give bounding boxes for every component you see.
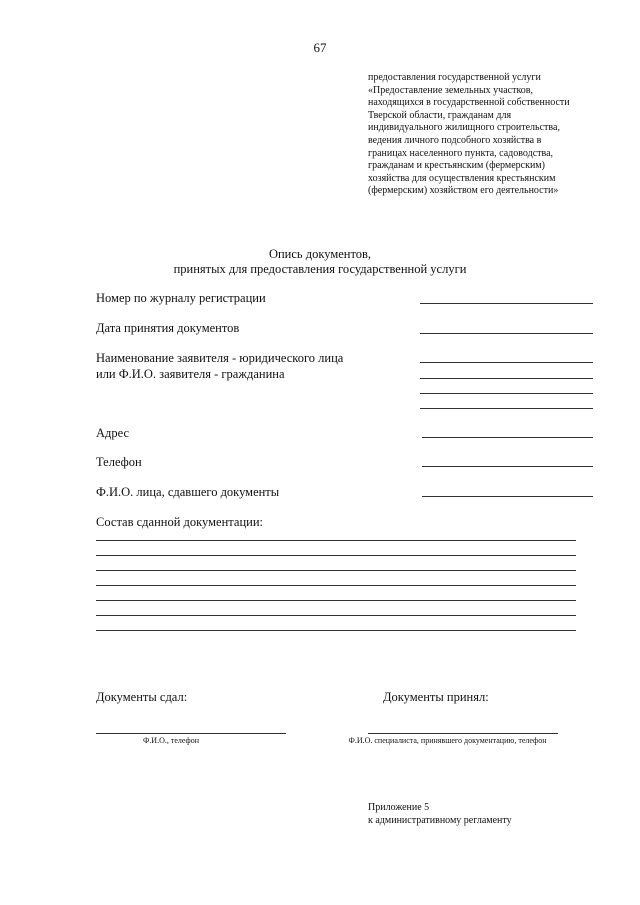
header-line: (фермерским) хозяйством его деятельности» [368, 185, 559, 197]
documentation-line[interactable] [96, 630, 576, 631]
documentation-line[interactable] [96, 570, 576, 571]
header-line: индивидуального жилищного строительства, [368, 122, 560, 134]
received-caption: Ф.И.О. специалиста, принявшего документацию, телефон [348, 736, 547, 745]
header-block [368, 72, 598, 198]
registration-number-line[interactable] [420, 303, 593, 304]
header-line: находящихся в государственной собственности [368, 97, 570, 109]
header-line: хозяйства для осуществления крестьянским [368, 172, 556, 184]
acceptance-date-label: Дата принятия документов [96, 321, 240, 335]
phone-line[interactable] [422, 466, 593, 467]
header-line: «Предоставление земельных участков, [368, 84, 534, 96]
documentation-line[interactable] [96, 585, 576, 586]
applicant-name-label-2: или Ф.И.О. заявителя - гражданина [96, 367, 285, 381]
header-line: предоставления государственной услуги [368, 72, 541, 83]
title-line-2: принятых для предоставления государственной услуги [173, 262, 467, 276]
appendix-line-1: Приложение 5 [368, 802, 430, 813]
received-signature-line[interactable] [368, 733, 558, 734]
documents-received-label: Документы принял: [383, 690, 489, 704]
documentation-line[interactable] [96, 555, 576, 556]
document-title [0, 247, 640, 277]
page-number: 67 [313, 40, 327, 55]
address-label: Адрес [96, 426, 130, 440]
address-line[interactable] [422, 437, 593, 438]
submitter-name-label: Ф.И.О. лица, сдавшего документы [96, 485, 280, 499]
submitter-name-line[interactable] [422, 496, 593, 497]
submitted-caption: Ф.И.О., телефон [142, 736, 200, 745]
applicant-name-line[interactable] [420, 408, 593, 409]
title-line-1: Опись документов, [268, 247, 372, 261]
appendix-note [368, 801, 512, 827]
applicant-name-line[interactable] [420, 378, 593, 379]
documentation-line[interactable] [96, 615, 576, 616]
documentation-contents-label: Состав сданной документации: [96, 515, 263, 529]
submitted-signature-line[interactable] [96, 733, 286, 734]
header-line: Тверской области, гражданам для [368, 109, 512, 121]
documents-submitted-label: Документы сдал: [96, 690, 188, 704]
phone-label: Телефон [96, 455, 142, 469]
documentation-line[interactable] [96, 540, 576, 541]
documentation-line[interactable] [96, 600, 576, 601]
header-line: гражданам и крестьянским (фермерским) [368, 160, 545, 172]
applicant-name-label-1: Наименование заявителя - юридического лица [96, 351, 344, 365]
header-line: границах населенного пункта, садоводства, [368, 147, 554, 159]
applicant-name-line[interactable] [420, 393, 593, 394]
acceptance-date-line[interactable] [420, 333, 593, 334]
header-line: ведения личного подсобного хозяйства в [368, 134, 542, 146]
appendix-line-2: к административному регламенту [368, 815, 512, 826]
registration-number-label: Номер по журналу регистрации [96, 291, 266, 305]
applicant-name-line[interactable] [420, 362, 593, 363]
